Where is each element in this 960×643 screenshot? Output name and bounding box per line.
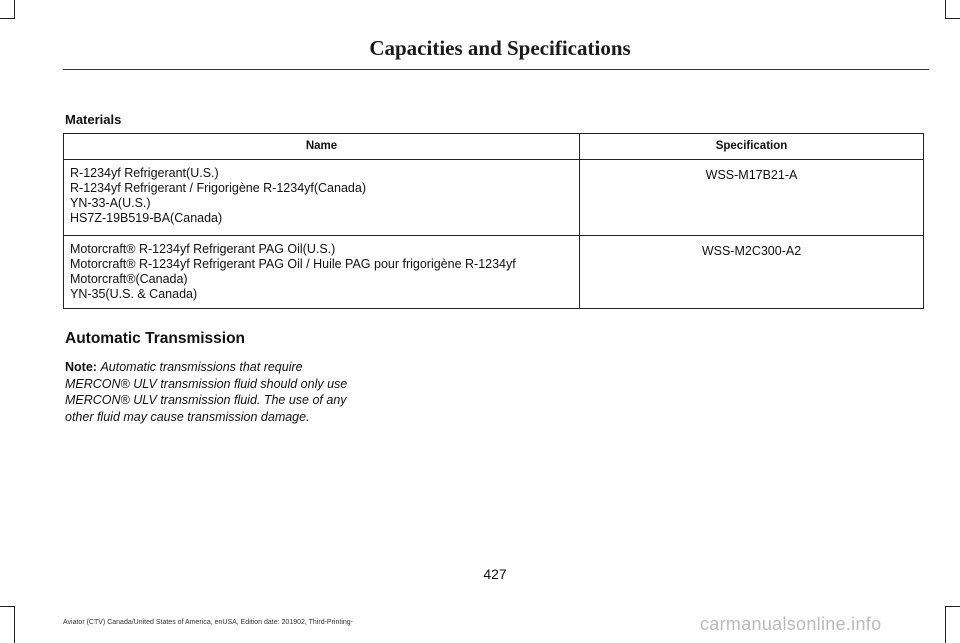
transmission-note — [65, 359, 365, 425]
table-header-row — [64, 134, 924, 160]
material-name-cell — [64, 160, 580, 236]
page-number: 427 — [483, 566, 507, 582]
crop-mark-top-right-horizontal — [945, 18, 960, 19]
crop-mark-top-left-horizontal — [0, 18, 15, 19]
crop-mark-bottom-right-vertical — [945, 606, 946, 643]
note-label: Note: — [65, 360, 97, 374]
material-name-line: Motorcraft® R-1234yf Refrigerant PAG Oil(U.S.) — [70, 242, 336, 256]
watermark: carmanualsonline.info — [700, 614, 882, 634]
edition-footer: Aviator (CTV) Canada/United States of America, enUSA, Edition date: 201902, Third-Printing- — [63, 619, 354, 626]
transmission-heading: Automatic Transmission — [65, 330, 246, 347]
material-name-line: R-1234yf Refrigerant / Frigorigène R-1234yf(Canada) — [70, 181, 366, 195]
material-name-line: Motorcraft® R-1234yf Refrigerant PAG Oil / Huile PAG pour frigorigène R-1234yf — [70, 257, 516, 271]
note-text: Automatic transmissions that require MERCON® ULV transmission fluid should only use MERCON® ULV transmission fluid. The use of any other fluid may cause transmission damage. — [65, 360, 348, 424]
table-row — [64, 160, 924, 236]
crop-mark-bottom-left-horizontal — [0, 606, 15, 607]
page-title: Capacities and Specifications — [369, 36, 631, 60]
material-spec-cell: WSS-M2C300-A2 — [580, 236, 924, 309]
material-name-cell — [64, 236, 580, 309]
material-spec-cell: WSS-M17B21-A — [580, 160, 924, 236]
material-name-line: YN-33-A(U.S.) — [70, 196, 151, 210]
material-name-line: Motorcraft®(Canada) — [70, 272, 188, 286]
materials-heading: Materials — [65, 112, 122, 127]
materials-table — [63, 133, 924, 309]
material-name-line: YN-35(U.S. & Canada) — [70, 287, 198, 301]
crop-mark-bottom-left-vertical — [14, 606, 15, 643]
crop-mark-top-left-vertical — [14, 0, 15, 18]
column-header-name: Name — [64, 134, 580, 160]
crop-mark-top-right-vertical — [945, 0, 946, 18]
crop-mark-bottom-right-horizontal — [945, 606, 960, 607]
column-header-specification: Specification — [580, 134, 924, 160]
material-name-line: HS7Z-19B519-BA(Canada) — [70, 211, 223, 225]
table-row — [64, 236, 924, 309]
material-name-line: R-1234yf Refrigerant(U.S.) — [70, 166, 219, 180]
header-divider — [63, 69, 929, 70]
